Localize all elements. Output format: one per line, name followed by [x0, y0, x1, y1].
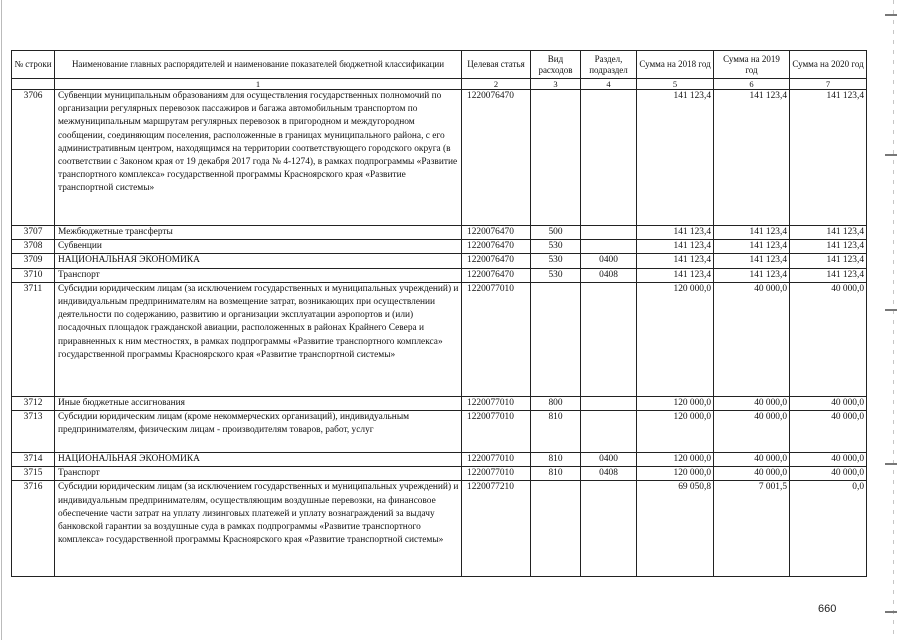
row-expense-type: 530: [531, 254, 581, 268]
row-sum-2018: 141 123,4: [637, 226, 714, 240]
row-sum-2020: 0,0: [790, 481, 867, 577]
row-expense-type: [531, 90, 581, 226]
row-name: Субсидии юридическим лицам (кроме некоммерческих организаций), индивидуальным предпринимателям, физическим лицам - производителям товаров, работ, услуг: [55, 411, 462, 453]
header-section: Раздел, подраздел: [581, 51, 637, 79]
row-expense-type: 810: [531, 411, 581, 453]
row-section: [581, 90, 637, 226]
scan-mark: [885, 309, 897, 311]
row-name: НАЦИОНАЛЬНАЯ ЭКОНОМИКА: [55, 254, 462, 268]
row-target-article: 1220076470: [462, 254, 531, 268]
row-expense-type: 530: [531, 268, 581, 282]
header-name: Наименование главных распорядителей и наименование показателей бюджетной классификации: [55, 51, 462, 79]
table-row: [12, 467, 867, 481]
table-row: [12, 240, 867, 254]
table-row: [12, 268, 867, 282]
row-section: 0408: [581, 268, 637, 282]
row-sum-2018: 120 000,0: [637, 396, 714, 410]
row-expense-type: 810: [531, 467, 581, 481]
row-sum-2018: 141 123,4: [637, 90, 714, 226]
row-sum-2020: 141 123,4: [790, 90, 867, 226]
row-expense-type: [531, 481, 581, 577]
row-number: 3709: [12, 254, 55, 268]
column-number: 4: [581, 79, 637, 90]
row-expense-type: 810: [531, 453, 581, 467]
row-sum-2019: 40 000,0: [714, 396, 790, 410]
row-target-article: 1220076470: [462, 268, 531, 282]
header-row: [12, 51, 867, 79]
scan-mark: [885, 154, 897, 156]
header-sum-2019: Сумма на 2019 год: [714, 51, 790, 79]
row-number: 3710: [12, 268, 55, 282]
row-number: 3715: [12, 467, 55, 481]
row-name: Субсидии юридическим лицам (за исключением государственных и муниципальных учреждений) и индивидуальным предпринимателям на возмещение затрат, возникающих при осуществлении деятельности по содержанию, развитию и организации эксплуатации аэропортов и (или) посадочных площадок гражданской авиации, расположенных в районах Крайнего Севера и приравненных к ним местностях, в рамках подпрограммы «Развитие транспортного комплекса» государственной программы Красноярского края «Развитие транспортной системы»: [55, 282, 462, 396]
row-sum-2020: 40 000,0: [790, 411, 867, 453]
row-sum-2018: 120 000,0: [637, 411, 714, 453]
column-number: 6: [714, 79, 790, 90]
table-row: [12, 411, 867, 453]
row-target-article: 1220076470: [462, 226, 531, 240]
row-sum-2019: 40 000,0: [714, 467, 790, 481]
row-number: 3716: [12, 481, 55, 577]
column-number: [12, 79, 55, 90]
column-number: 5: [637, 79, 714, 90]
table-row: [12, 90, 867, 226]
row-number: 3712: [12, 396, 55, 410]
row-target-article: 1220077010: [462, 411, 531, 453]
row-sum-2018: 120 000,0: [637, 467, 714, 481]
row-name: Межбюджетные трансферты: [55, 226, 462, 240]
row-section: [581, 226, 637, 240]
scan-mark: [885, 611, 897, 613]
header-sum-2020: Сумма на 2020 год: [790, 51, 867, 79]
column-number: 2: [462, 79, 531, 90]
row-expense-type: [531, 282, 581, 396]
row-sum-2019: 141 123,4: [714, 254, 790, 268]
row-section: 0400: [581, 453, 637, 467]
row-name: Субсидии юридическим лицам (за исключением государственных и муниципальных учреждений) и индивидуальным предпринимателям, осуществляющим воздушные перевозки, на финансовое обеспечение части затрат на уплату лизинговых платежей и уплату вознаграждений за выдачу банковской гарантии за воздушные суда в рамках подпрограммы «Развитие транспортного комплекса» государственной программы Красноярского края «Развитие транспортной системы»: [55, 481, 462, 577]
row-sum-2019: 40 000,0: [714, 453, 790, 467]
table-row: [12, 396, 867, 410]
row-name: Транспорт: [55, 268, 462, 282]
row-section: [581, 240, 637, 254]
header-expense-type: Вид расходов: [531, 51, 581, 79]
row-section: [581, 396, 637, 410]
table-row: [12, 481, 867, 577]
column-numbers-row: [12, 79, 867, 90]
row-name: Транспорт: [55, 467, 462, 481]
row-target-article: 1220076470: [462, 90, 531, 226]
table-row: [12, 226, 867, 240]
scan-mark: [885, 463, 897, 465]
row-target-article: 1220077010: [462, 396, 531, 410]
row-sum-2020: 141 123,4: [790, 226, 867, 240]
header-target-article: Целевая статья: [462, 51, 531, 79]
page-number: 660: [818, 603, 837, 615]
budget-table: [11, 50, 867, 577]
row-sum-2018: 141 123,4: [637, 254, 714, 268]
row-name: Субвенции: [55, 240, 462, 254]
table-row: [12, 282, 867, 396]
row-number: 3706: [12, 90, 55, 226]
row-section: [581, 481, 637, 577]
row-sum-2019: 141 123,4: [714, 226, 790, 240]
column-number: 7: [790, 79, 867, 90]
row-sum-2020: 141 123,4: [790, 240, 867, 254]
row-sum-2020: 40 000,0: [790, 453, 867, 467]
row-number: 3707: [12, 226, 55, 240]
row-target-article: 1220076470: [462, 240, 531, 254]
row-number: 3713: [12, 411, 55, 453]
scan-edge-left: [1, 0, 2, 640]
row-number: 3711: [12, 282, 55, 396]
row-target-article: 1220077010: [462, 282, 531, 396]
row-name: Иные бюджетные ассигнования: [55, 396, 462, 410]
table-row: [12, 254, 867, 268]
scan-mark: [885, 14, 897, 16]
row-number: 3714: [12, 453, 55, 467]
scan-edge-right: [893, 0, 894, 640]
row-sum-2020: 40 000,0: [790, 282, 867, 396]
row-sum-2018: 120 000,0: [637, 282, 714, 396]
row-sum-2019: 7 001,5: [714, 481, 790, 577]
header-sum-2018: Сумма на 2018 год: [637, 51, 714, 79]
column-number: 3: [531, 79, 581, 90]
row-sum-2018: 141 123,4: [637, 240, 714, 254]
row-sum-2020: 141 123,4: [790, 268, 867, 282]
row-name: Субвенции муниципальным образованиям для осуществления государственных полномочий по организации регулярных перевозок пассажиров и багажа автомобильным транспортом по межмуниципальным маршрутам регулярных перевозок в пригородном и междугородном сообщении, соединяющим поселения, расположенные в границах муниципального района, с его административным центром, находящимся на территории соответствующего городского округа (в соответствии с Законом края от 19 декабря 2017 года № 4-1274), в рамках подпрограммы «Развитие транспортного комплекса» государственной программы Красноярского края «Развитие транспортной системы»: [55, 90, 462, 226]
row-sum-2019: 40 000,0: [714, 282, 790, 396]
column-number: 1: [55, 79, 462, 90]
row-sum-2019: 40 000,0: [714, 411, 790, 453]
row-expense-type: 800: [531, 396, 581, 410]
header-row-number: № строки: [12, 51, 55, 79]
row-expense-type: 500: [531, 226, 581, 240]
row-sum-2019: 141 123,4: [714, 268, 790, 282]
row-section: 0400: [581, 254, 637, 268]
table-row: [12, 453, 867, 467]
row-sum-2019: 141 123,4: [714, 240, 790, 254]
row-number: 3708: [12, 240, 55, 254]
row-sum-2020: 40 000,0: [790, 396, 867, 410]
row-name: НАЦИОНАЛЬНАЯ ЭКОНОМИКА: [55, 453, 462, 467]
row-sum-2019: 141 123,4: [714, 90, 790, 226]
row-sum-2020: 141 123,4: [790, 254, 867, 268]
row-section: [581, 411, 637, 453]
row-target-article: 1220077010: [462, 453, 531, 467]
row-sum-2020: 40 000,0: [790, 467, 867, 481]
row-sum-2018: 141 123,4: [637, 268, 714, 282]
row-section: [581, 282, 637, 396]
row-section: 0408: [581, 467, 637, 481]
row-expense-type: 530: [531, 240, 581, 254]
row-sum-2018: 120 000,0: [637, 453, 714, 467]
row-target-article: 1220077210: [462, 481, 531, 577]
row-target-article: 1220077010: [462, 467, 531, 481]
row-sum-2018: 69 050,8: [637, 481, 714, 577]
